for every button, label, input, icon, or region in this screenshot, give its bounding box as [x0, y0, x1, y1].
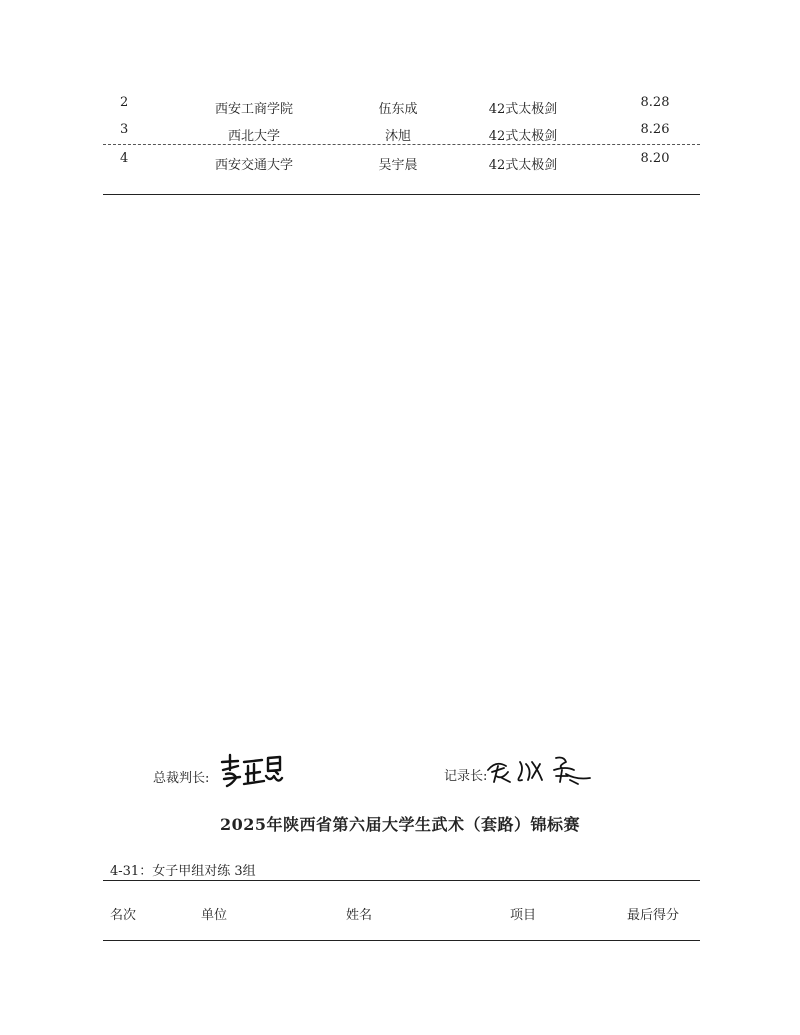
- unit-cell: 西安工商学院: [214, 102, 294, 117]
- score-cell: 8.26: [640, 122, 670, 137]
- recorder-signature: [486, 752, 592, 786]
- header-top-rule: [103, 880, 700, 881]
- header-score: 最后得分: [627, 908, 680, 923]
- score-cell: 8.28: [640, 95, 670, 110]
- name-cell: 沐旭: [384, 129, 412, 144]
- rank-cell: 2: [120, 95, 129, 110]
- event-title: 2025年陕西省第六届大学生武术（套路）锦标赛: [219, 815, 581, 834]
- rank-cell: 4: [120, 151, 129, 166]
- unit-cell: 西安交通大学: [214, 158, 294, 173]
- chief-referee-signature: [218, 752, 288, 790]
- header-rank: 名次: [110, 908, 137, 923]
- table-row: [0, 122, 800, 146]
- table-row: [0, 95, 800, 119]
- name-cell: 伍东成: [378, 102, 418, 117]
- unit-cell: 西北大学: [227, 129, 281, 144]
- item-cell: 42式太极剑: [488, 158, 558, 173]
- name-cell: 吴宇晨: [378, 158, 418, 173]
- row-divider: [103, 144, 700, 145]
- recorder-label: 记录长:: [444, 769, 488, 784]
- table-bottom-rule: [103, 194, 700, 195]
- item-cell: 42式太极剑: [488, 129, 558, 144]
- header-unit: 单位: [201, 908, 228, 923]
- score-cell: 8.20: [640, 151, 670, 166]
- group-label: 4-31：女子甲组对练 3组: [110, 864, 256, 879]
- header-item: 项目: [510, 908, 537, 923]
- header-name: 姓名: [346, 908, 373, 923]
- chief-referee-label: 总裁判长:: [153, 771, 210, 786]
- item-cell: 42式太极剑: [488, 102, 558, 117]
- header-bottom-rule: [103, 940, 700, 941]
- table-row: [0, 151, 800, 175]
- rank-cell: 3: [120, 122, 129, 137]
